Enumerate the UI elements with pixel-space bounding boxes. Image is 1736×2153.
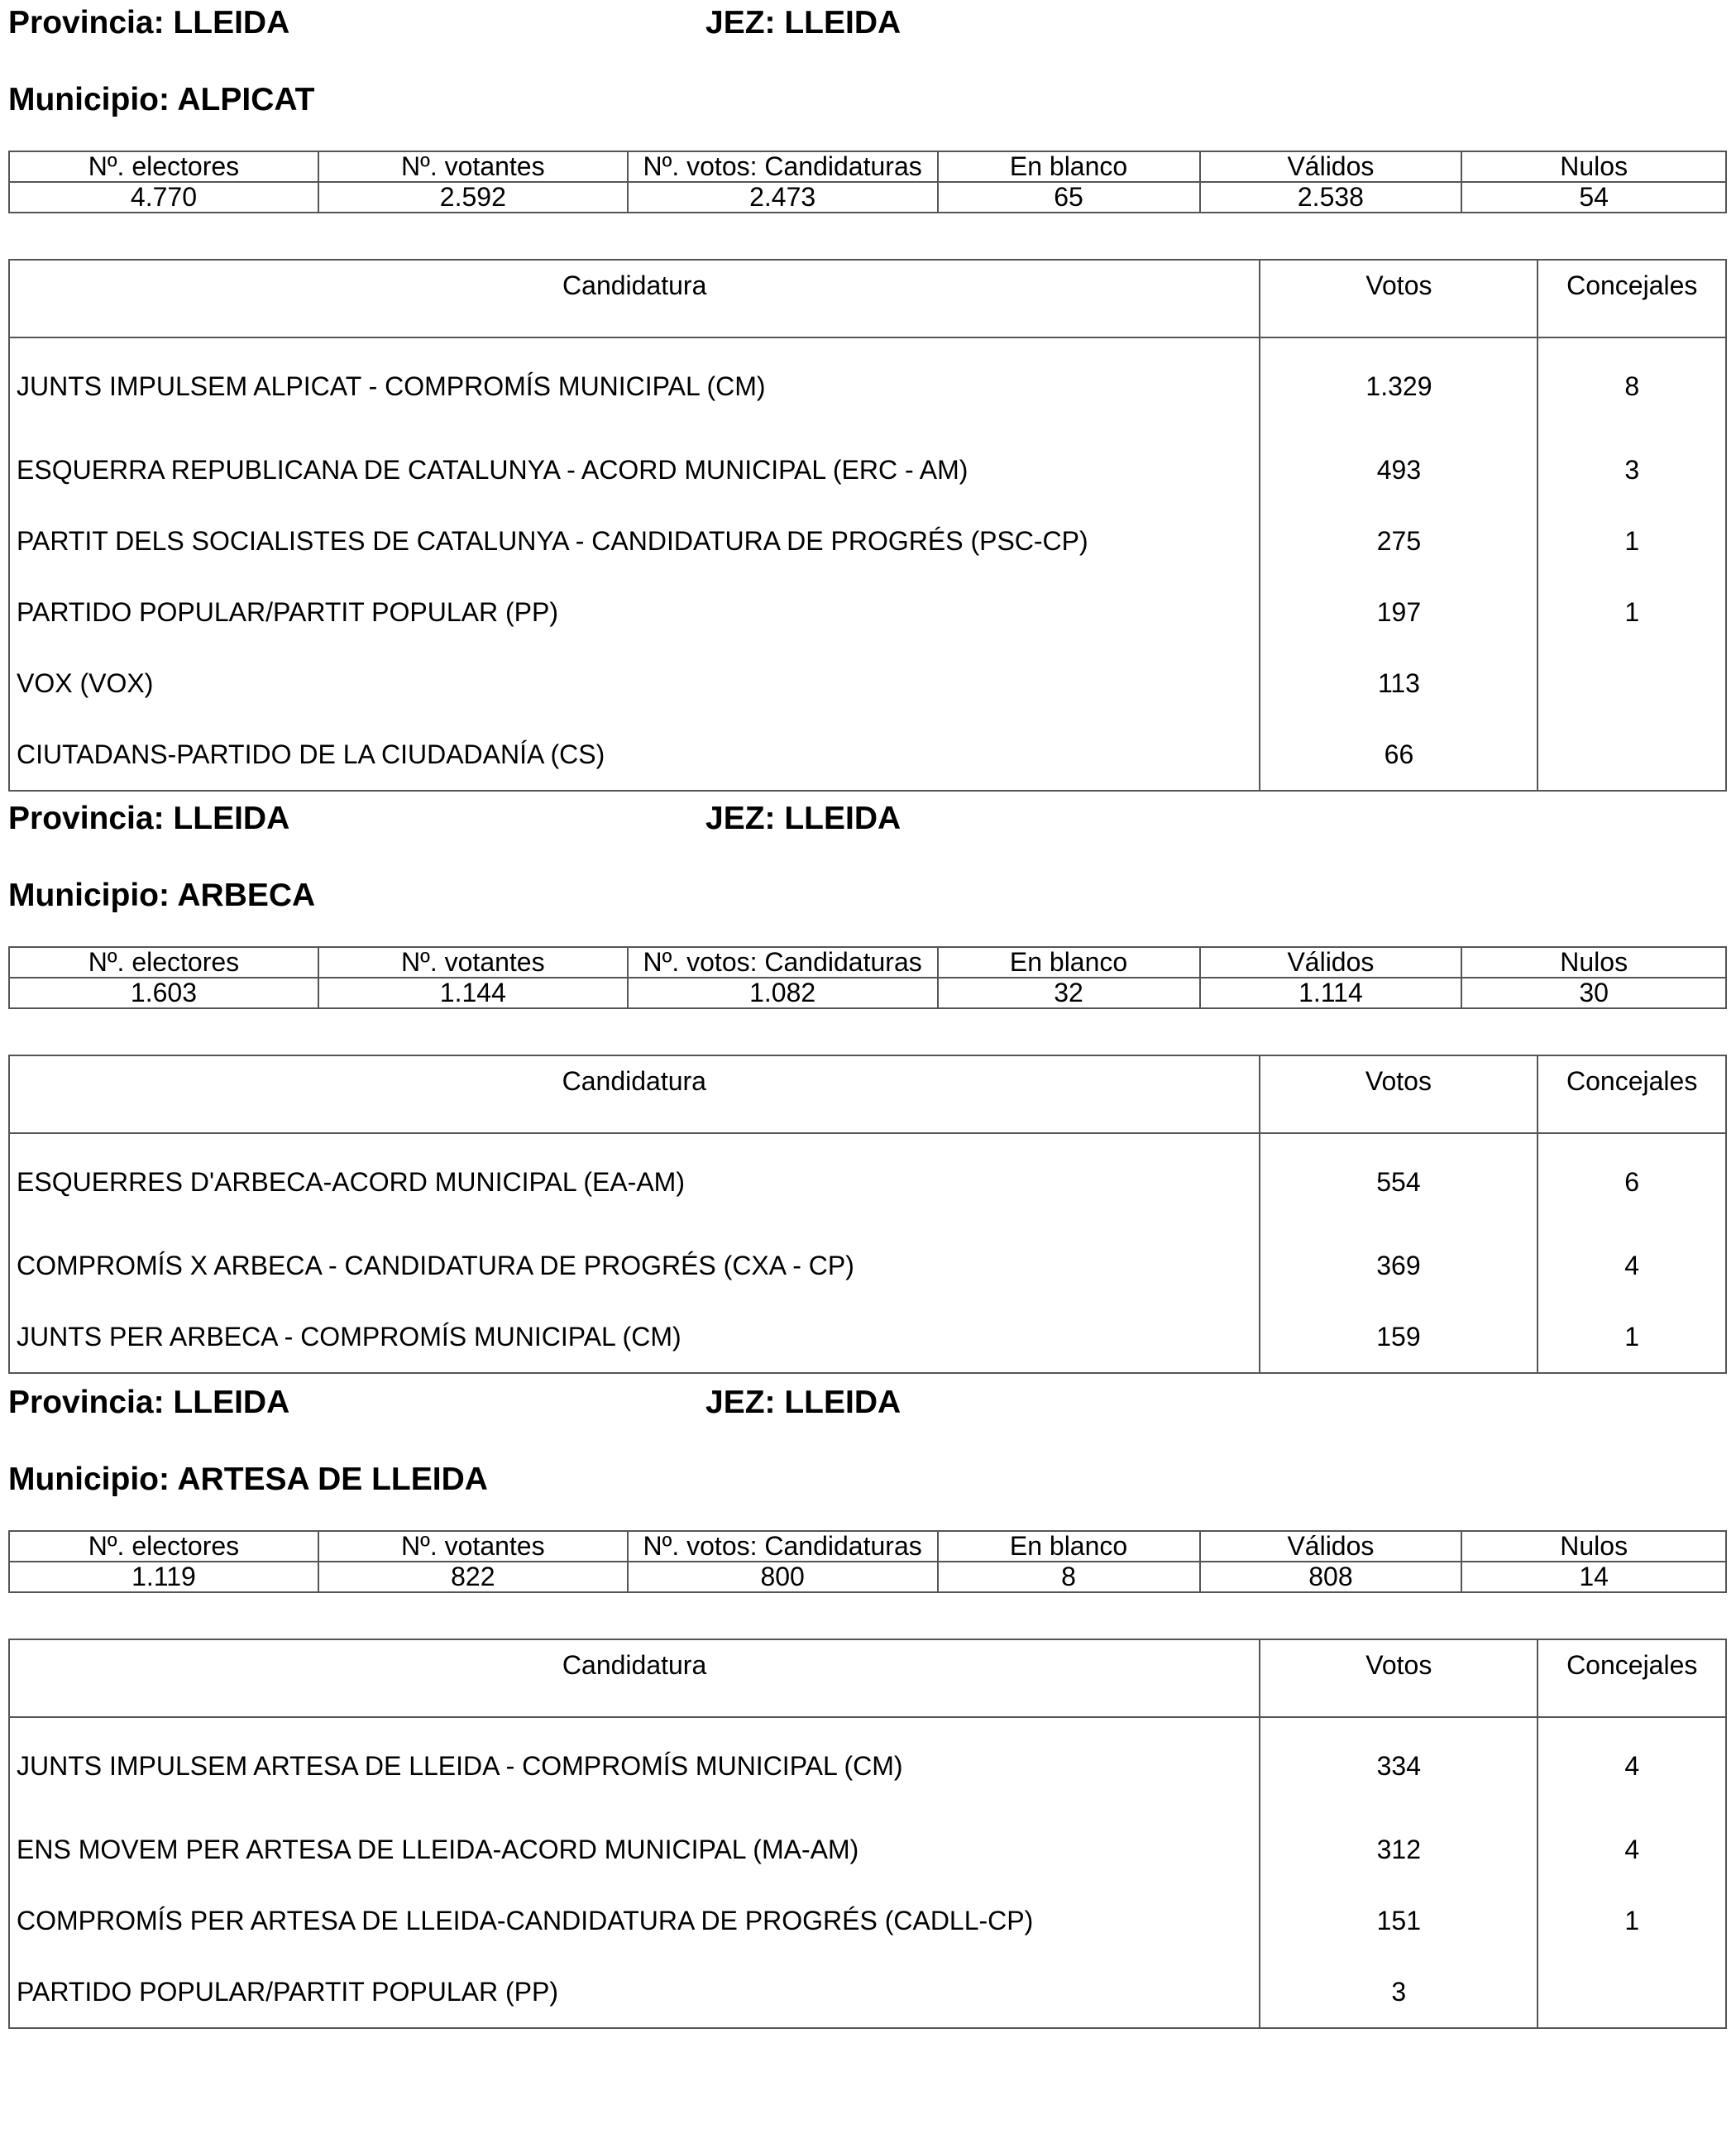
- municipio-label: Municipio:: [8, 878, 170, 913]
- candidatura-concejales: 1: [1538, 505, 1726, 577]
- candidaturas-header-row: [9, 260, 1726, 337]
- jez-value: LLEIDA: [784, 1385, 901, 1420]
- candidatura-name: ENS MOVEM PER ARTESA DE LLEIDA-ACORD MUNICIPAL (MA-AM): [9, 1814, 1260, 1885]
- candidatura-votos: 334: [1260, 1717, 1538, 1814]
- stats-value-row: [9, 978, 1726, 1008]
- table-row: [9, 1717, 1726, 1814]
- stats-value-row: [9, 1562, 1726, 1592]
- stats-value-votos_candidaturas: 800: [628, 1562, 938, 1592]
- stats-header-en_blanco: En blanco: [938, 151, 1200, 182]
- table-row: [9, 505, 1726, 577]
- stats-value-electores: 4.770: [9, 182, 318, 213]
- stats-header-nulos: Nulos: [1461, 1531, 1726, 1562]
- municipio-label: Municipio:: [8, 82, 170, 117]
- provincia-value: LLEIDA: [173, 801, 290, 836]
- votos-header: Votos: [1260, 260, 1538, 337]
- candidatura-votos: 312: [1260, 1814, 1538, 1885]
- stats-header-votantes: Nº. votantes: [318, 1531, 628, 1562]
- stats-value-en_blanco: 8: [938, 1562, 1200, 1592]
- candidatura-concejales: 1: [1538, 1301, 1726, 1373]
- stats-value-electores: 1.603: [9, 978, 318, 1008]
- candidatura-name: VOX (VOX): [9, 648, 1260, 719]
- candidatura-name: PARTIDO POPULAR/PARTIT POPULAR (PP): [9, 577, 1260, 648]
- jez-label: JEZ:: [705, 1385, 776, 1420]
- stats-value-validos: 808: [1200, 1562, 1462, 1592]
- jez-value: LLEIDA: [784, 5, 901, 41]
- municipio-value: ALPICAT: [177, 82, 315, 117]
- stats-value-validos: 2.538: [1200, 182, 1462, 213]
- candidatura-votos: 493: [1260, 434, 1538, 505]
- stats-value-nulos: 30: [1461, 978, 1726, 1008]
- stats-header-electores: Nº. electores: [9, 947, 318, 978]
- stats-header-validos: Válidos: [1200, 1531, 1462, 1562]
- stats-table: [8, 1530, 1727, 1593]
- jez-label: JEZ:: [705, 801, 776, 836]
- stats-header-row: [9, 1531, 1726, 1562]
- candidatura-name: JUNTS PER ARBECA - COMPROMÍS MUNICIPAL (CM): [9, 1301, 1260, 1373]
- stats-value-row: [9, 182, 1726, 213]
- candidatura-concejales: 3: [1538, 434, 1726, 505]
- candidatura-votos: 197: [1260, 577, 1538, 648]
- candidatura-concejales: [1538, 648, 1726, 719]
- stats-header-votos_candidaturas: Nº. votos: Candidaturas: [628, 151, 938, 182]
- stats-header-votos_candidaturas: Nº. votos: Candidaturas: [628, 1531, 938, 1562]
- jez-label: JEZ:: [705, 5, 776, 41]
- candidaturas-table: [8, 259, 1727, 792]
- table-row: [9, 337, 1726, 434]
- stats-header-en_blanco: En blanco: [938, 1531, 1200, 1562]
- provincia-line: [8, 1380, 289, 1426]
- concejales-header: Concejales: [1538, 1639, 1726, 1717]
- candidatura-name: ESQUERRES D'ARBECA-ACORD MUNICIPAL (EA-AM): [9, 1133, 1260, 1230]
- candidatura-votos: 159: [1260, 1301, 1538, 1373]
- candidatura-concejales: 1: [1538, 577, 1726, 648]
- provincia-label: Provincia:: [8, 801, 165, 836]
- stats-table: [8, 946, 1727, 1009]
- candidatura-votos: 151: [1260, 1885, 1538, 1956]
- candidatura-header: Candidatura: [9, 1639, 1260, 1717]
- jez-line: [705, 796, 901, 842]
- candidatura-votos: 275: [1260, 505, 1538, 577]
- stats-header-nulos: Nulos: [1461, 151, 1726, 182]
- stats-value-votantes: 2.592: [318, 182, 628, 213]
- candidatura-votos: 113: [1260, 648, 1538, 719]
- provincia-label: Provincia:: [8, 5, 165, 41]
- stats-value-nulos: 54: [1461, 182, 1726, 213]
- table-row: [9, 1885, 1726, 1956]
- stats-value-votantes: 822: [318, 1562, 628, 1592]
- candidatura-votos: 3: [1260, 1956, 1538, 2028]
- candidatura-header: Candidatura: [9, 1055, 1260, 1133]
- stats-header-votantes: Nº. votantes: [318, 151, 628, 182]
- candidaturas-table: [8, 1639, 1727, 2029]
- stats-value-votantes: 1.144: [318, 978, 628, 1008]
- candidatura-name: ESQUERRA REPUBLICANA DE CATALUNYA - ACORD MUNICIPAL (ERC - AM): [9, 434, 1260, 505]
- stats-value-validos: 1.114: [1200, 978, 1462, 1008]
- stats-value-electores: 1.119: [9, 1562, 318, 1592]
- candidatura-name: PARTIDO POPULAR/PARTIT POPULAR (PP): [9, 1956, 1260, 2028]
- table-row: [9, 577, 1726, 648]
- concejales-header: Concejales: [1538, 260, 1726, 337]
- stats-value-votos_candidaturas: 2.473: [628, 182, 938, 213]
- provincia-value: LLEIDA: [173, 1385, 290, 1420]
- stats-value-votos_candidaturas: 1.082: [628, 978, 938, 1008]
- jez-value: LLEIDA: [784, 801, 901, 836]
- candidatura-name: PARTIT DELS SOCIALISTES DE CATALUNYA - CANDIDATURA DE PROGRÉS (PSC-CP): [9, 505, 1260, 577]
- stats-header-votantes: Nº. votantes: [318, 947, 628, 978]
- table-row: [9, 434, 1726, 505]
- provincia-value: LLEIDA: [173, 5, 290, 41]
- stats-header-row: [9, 151, 1726, 182]
- municipio-header: [8, 77, 314, 123]
- candidatura-concejales: 4: [1538, 1717, 1726, 1814]
- stats-header-electores: Nº. electores: [9, 151, 318, 182]
- table-row: [9, 1230, 1726, 1301]
- municipio-value: ARBECA: [177, 878, 316, 913]
- candidaturas-header-row: [9, 1055, 1726, 1133]
- table-row: [9, 1814, 1726, 1885]
- stats-table: [8, 151, 1727, 213]
- municipality-section: [0, 0, 1736, 769]
- stats-value-en_blanco: 65: [938, 182, 1200, 213]
- stats-header-validos: Válidos: [1200, 947, 1462, 978]
- stats-value-nulos: 14: [1461, 1562, 1726, 1592]
- candidaturas-table: [8, 1055, 1727, 1374]
- jez-line: [705, 0, 901, 46]
- table-row: [9, 719, 1726, 791]
- candidatura-concejales: 4: [1538, 1814, 1726, 1885]
- votos-header: Votos: [1260, 1055, 1538, 1133]
- candidatura-header: Candidatura: [9, 260, 1260, 337]
- table-row: [9, 1133, 1726, 1230]
- table-row: [9, 1956, 1726, 2028]
- candidatura-name: COMPROMÍS X ARBECA - CANDIDATURA DE PROGRÉS (CXA - CP): [9, 1230, 1260, 1301]
- candidatura-name: JUNTS IMPULSEM ALPICAT - COMPROMÍS MUNICIPAL (CM): [9, 337, 1260, 434]
- stats-header-row: [9, 947, 1726, 978]
- candidatura-name: CIUTADANS-PARTIDO DE LA CIUDADANÍA (CS): [9, 719, 1260, 791]
- municipio-label: Municipio:: [8, 1462, 170, 1497]
- municipio-header: [8, 873, 315, 919]
- table-row: [9, 1301, 1726, 1373]
- municipality-section: [0, 796, 1736, 1375]
- votos-header: Votos: [1260, 1639, 1538, 1717]
- candidatura-name: JUNTS IMPULSEM ARTESA DE LLEIDA - COMPROMÍS MUNICIPAL (CM): [9, 1717, 1260, 1814]
- provincia-line: [8, 0, 289, 46]
- stats-header-nulos: Nulos: [1461, 947, 1726, 978]
- municipality-section: [0, 1380, 1736, 2007]
- jez-line: [705, 1380, 901, 1426]
- candidatura-concejales: 8: [1538, 337, 1726, 434]
- candidatura-concejales: 1: [1538, 1885, 1726, 1956]
- candidaturas-header-row: [9, 1639, 1726, 1717]
- candidatura-votos: 66: [1260, 719, 1538, 791]
- municipio-header: [8, 1457, 488, 1503]
- stats-header-votos_candidaturas: Nº. votos: Candidaturas: [628, 947, 938, 978]
- stats-header-en_blanco: En blanco: [938, 947, 1200, 978]
- candidatura-concejales: [1538, 1956, 1726, 2028]
- municipio-value: ARTESA DE LLEIDA: [177, 1462, 488, 1497]
- concejales-header: Concejales: [1538, 1055, 1726, 1133]
- stats-header-electores: Nº. electores: [9, 1531, 318, 1562]
- candidatura-concejales: 4: [1538, 1230, 1726, 1301]
- candidatura-votos: 554: [1260, 1133, 1538, 1230]
- provincia-line: [8, 796, 289, 842]
- provincia-label: Provincia:: [8, 1385, 165, 1420]
- candidatura-concejales: [1538, 719, 1726, 791]
- candidatura-votos: 369: [1260, 1230, 1538, 1301]
- table-row: [9, 648, 1726, 719]
- candidatura-votos: 1.329: [1260, 337, 1538, 434]
- stats-value-en_blanco: 32: [938, 978, 1200, 1008]
- candidatura-concejales: 6: [1538, 1133, 1726, 1230]
- candidatura-name: COMPROMÍS PER ARTESA DE LLEIDA-CANDIDATURA DE PROGRÉS (CADLL-CP): [9, 1885, 1260, 1956]
- stats-header-validos: Válidos: [1200, 151, 1462, 182]
